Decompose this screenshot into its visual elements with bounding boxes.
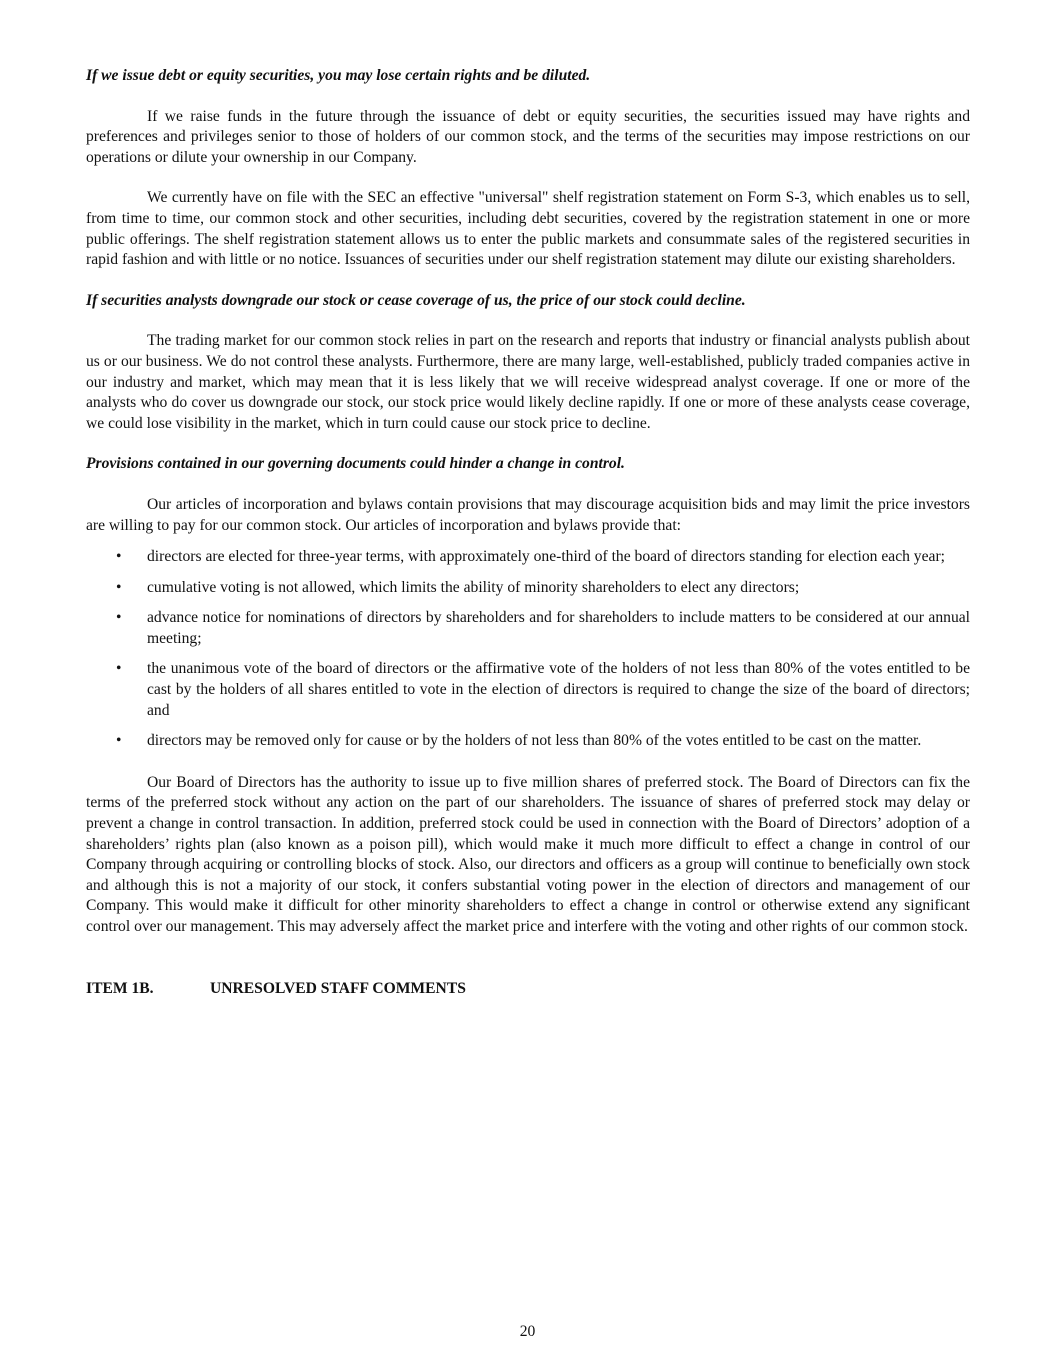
list-item — [86, 578, 970, 599]
item-title: UNRESOLVED STAFF COMMENTS — [210, 979, 466, 997]
bullet-marker: • — [116, 660, 122, 678]
page-number: 20 — [519, 1323, 536, 1340]
list-item — [86, 731, 970, 752]
bullet-marker: • — [116, 732, 122, 750]
list-item-text: directors may be removed only for cause or by the holders of not less than 80% of the votes entitled to be cast on the matter. — [147, 732, 922, 750]
paragraph: Our Board of Directors has the authority to issue up to five million shares of preferred stock. The Board of Directors can fix the terms of the preferred stock without any action on the part of our shareholders. The issuance of shares of preferred stock may delay or prevent a change in control transaction. In addition, preferred stock could be used in connection with the Board of Directors’ adoption of a shareholders’ rights plan (also known as a poison pill), which would make it much more difficult to effect a change in control of our Company through acquiring or controlling blocks of stock. Also, our directors and officers as a group will continue to beneficially own stock and although this is not a majority of our stock, it confers substantial voting power in the election of directors and management of our Company. This would make it difficult for other minority shareholders to effect a change in control or otherwise extend any significant control over our management. This may adversely affect the market price and interfere with the voting and other rights of our common stock. — [86, 773, 970, 935]
bullet-marker: • — [116, 609, 122, 627]
bullet-marker: • — [116, 548, 122, 566]
section-heading-governing-documents: Provisions contained in our governing documents could hinder a change in control. — [86, 455, 625, 473]
section-heading-debt-equity: If we issue debt or equity securities, you may lose certain rights and be diluted. — [86, 67, 591, 84]
item-number: ITEM 1B. — [86, 979, 154, 997]
list-item-text: the unanimous vote of the board of directors or the affirmative vote of the holders of not less than 80% of the votes entitled to be cast by the holders of all shares entitled to vote in the election of directors is required to change the size of the board of directors; and — [147, 660, 970, 719]
paragraph: We currently have on file with the SEC an effective "universal" shelf registration statement on Form S-3, which enables us to sell, from time to time, our common stock and other securities, including debt securities, covered by the registration statement in one or more public offerings. The shelf registration statement allows us to enter the public markets and consummate sales of the registered securities in rapid fashion and with little or no notice. Issuances of securities under our shelf registration statement may dilute our existing shareholders. — [86, 189, 970, 269]
document-page — [86, 66, 970, 999]
item-heading — [86, 979, 970, 1000]
list-item — [86, 547, 970, 568]
section-heading-analysts: If securities analysts downgrade our stock or cease coverage of us, the price of our stock could decline. — [86, 291, 746, 309]
list-item — [86, 659, 970, 721]
list-item-text: directors are elected for three-year terms, with approximately one-third of the board of directors standing for election each year; — [147, 548, 945, 566]
list-item-text: advance notice for nominations of directors by shareholders and for shareholders to include matters to be considered at our annual meeting; — [147, 609, 970, 647]
paragraph: Our articles of incorporation and bylaws contain provisions that may discourage acquisition bids and may limit the price investors are willing to pay for our common stock. Our articles of incorporation and bylaws provide that: — [86, 495, 970, 534]
paragraph: If we raise funds in the future through the issuance of debt or equity securities, the securities issued may have rights and preferences and privileges senior to those of holders of our common stock, and the terms of the securities may impose restrictions on our operations or dilute your ownership in our Company. — [86, 107, 970, 166]
list-item-text: cumulative voting is not allowed, which limits the ability of minority shareholders to elect any directors; — [147, 578, 800, 596]
list-item — [86, 608, 970, 649]
paragraph: The trading market for our common stock relies in part on the research and reports that industry or financial analysts publish about us or our business. We do not control these analysts. Furthermore, there are many large, well-established, publicly traded companies active in our industry and market, which may mean that it is less likely that we will receive widespread analyst coverage. If one or more of the analysts who do cover us downgrade our stock, our stock price would likely decline rapidly. If one or more of these analysts cease coverage, we could lose visibility in the market, which in turn could cause our stock price to decline. — [86, 332, 970, 432]
provisions-list — [86, 547, 970, 752]
bullet-marker: • — [116, 578, 122, 596]
